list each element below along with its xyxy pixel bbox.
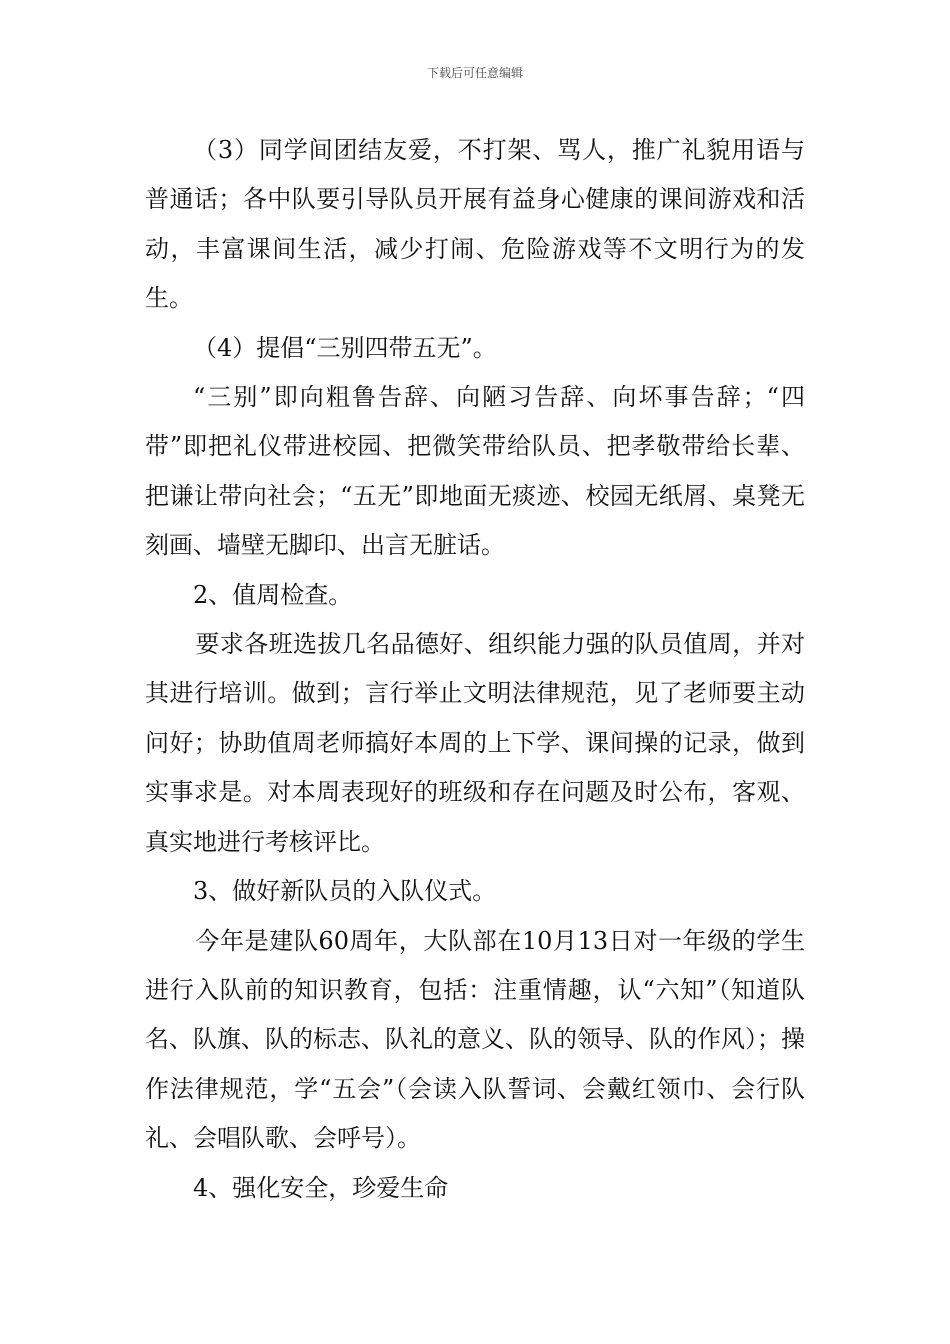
section-heading-4: 4、强化安全，珍爱生命	[193, 1173, 449, 1202]
document-body	[145, 126, 805, 1213]
page-header: 下载后可任意编辑	[426, 66, 523, 80]
section-heading-3: 3、做好新队员的入队仪式。	[193, 877, 497, 906]
paragraph-item-4: （4）提倡“三别四带五无”。	[193, 333, 497, 362]
section-heading-2: 2、值周检查。	[193, 580, 353, 609]
paragraph-duty-inspection: 要求各班选拔几名品德好、组织能力强的队员值周，并对其进行培训。做到；言行举止文明法律规范，见了老师要主动问好；协助值周老师搞好本周的上下学、课间操的记录，做到实事求是。对本周表现好的班级和存在问题及时公布，客观、真实地进行考核评比。	[145, 630, 805, 856]
paragraph-three-four-five: “三别”即向粗鲁告辞、向陋习告辞、向坏事告辞；“四带”即把礼仪带进校园、把微笑带给队员、把孝敬带给长辈、把谦让带向社会；“五无”即地面无痰迹、校园无纸屑、桌凳无刻画、墙壁无脚印、出言无脏话。	[145, 383, 805, 560]
paragraph-item-3: （3）同学间团结友爱，不打架、骂人，推广礼貌用语与普通话；各中队要引导队员开展有益身心健康的课间游戏和活动，丰富课间生活，减少打闹、危险游戏等不文明行为的发生。	[145, 136, 805, 313]
paragraph-induction-ceremony: 今年是建队60周年，大队部在10月13日对一年级的学生进行入队前的知识教育，包括：注重情趣，认“六知”（知道队名、队旗、队的标志、队礼的意义、队的领导、队的作风）；操作法律规范，学“五会”（会读入队誓词、会戴红领巾、会行队礼、会唱队歌、会呼号）。	[145, 926, 805, 1153]
